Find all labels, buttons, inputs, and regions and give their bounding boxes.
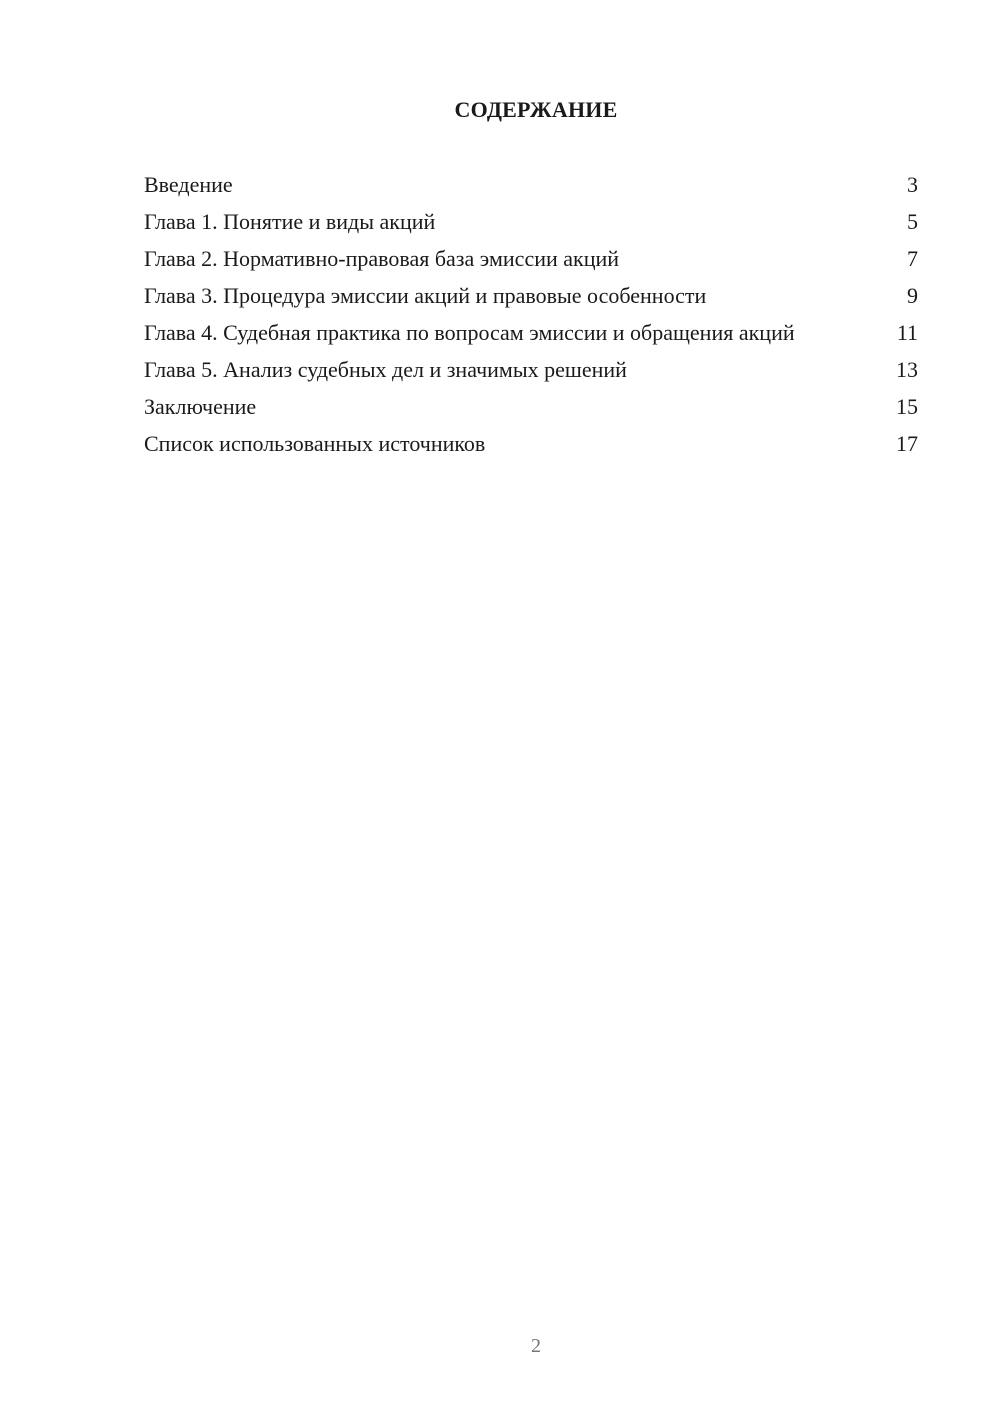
toc-entry-chapter-4 (144, 319, 918, 346)
toc-entry-page: 5 (907, 209, 918, 234)
toc-entry-title: Заключение (144, 394, 257, 419)
toc-entry-page: 3 (907, 172, 918, 197)
toc-entry-chapter-1 (144, 208, 918, 235)
toc-entry-title: Глава 1. Понятие и виды акций (144, 209, 436, 234)
page-number: 2 (531, 1335, 541, 1357)
table-of-contents (144, 171, 918, 467)
toc-entry-chapter-3 (144, 282, 918, 309)
toc-entry-title: Глава 5. Анализ судебных дел и значимых решений (144, 357, 627, 382)
toc-entry-references (144, 430, 918, 457)
page-title: СОДЕРЖАНИЕ (454, 97, 618, 122)
toc-entry-page: 11 (896, 320, 918, 345)
toc-entry-page: 7 (907, 246, 918, 271)
toc-entry-page: 15 (896, 394, 918, 419)
toc-entry-page: 9 (907, 283, 918, 308)
toc-entry-chapter-5 (144, 356, 918, 383)
toc-entry-page: 13 (896, 357, 918, 382)
toc-entry-title: Глава 4. Судебная практика по вопросам эмиссии и обращения акций (144, 320, 795, 345)
toc-entry-title: Список использованных источников (144, 431, 486, 456)
toc-entry-chapter-2 (144, 245, 918, 272)
toc-entry-title: Глава 3. Процедура эмиссии акций и правовые особенности (144, 283, 707, 308)
toc-entry-title: Введение (144, 172, 233, 197)
toc-entry-page: 17 (896, 431, 918, 456)
toc-entry-title: Глава 2. Нормативно-правовая база эмиссии акций (144, 246, 620, 271)
toc-entry-conclusion (144, 393, 918, 420)
toc-entry-introduction (144, 171, 918, 198)
